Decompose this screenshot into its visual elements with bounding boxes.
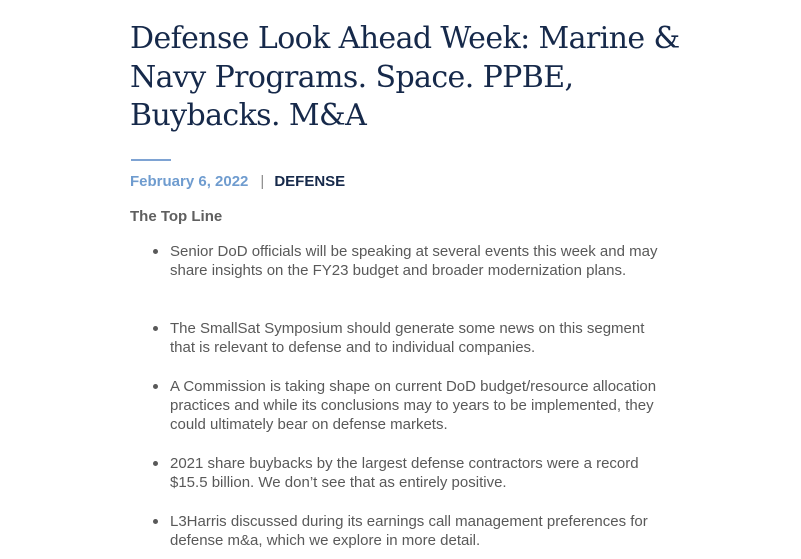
bullet-text: Senior DoD officials will be speaking at several events this week and may share insights on the FY23 budget and broader modernization plans. xyxy=(170,243,658,279)
bullet-icon xyxy=(153,326,158,331)
article-meta xyxy=(130,172,345,192)
bullet-icon xyxy=(153,249,158,254)
title-divider xyxy=(131,159,171,161)
bullet-text: The SmallSat Symposium should generate some news on this segment that is relevant to defense and to individual companies. xyxy=(170,320,645,356)
bullet-icon xyxy=(153,461,158,466)
bullet-text: 2021 share buybacks by the largest defense contractors were a record $15.5 billion. We don’t see that as entirely positive. xyxy=(170,455,639,491)
section-heading: The Top Line xyxy=(130,208,223,225)
list-item xyxy=(170,377,670,434)
bullet-text: A Commission is taking shape on current DoD budget/resource allocation practices and while its conclusions may to years to be implemented, they could ultimately bear on defense markets. xyxy=(170,378,657,433)
bullet-icon xyxy=(153,384,158,389)
publish-date: February 6, 2022 xyxy=(130,173,249,190)
article-title: Defense Look Ahead Week: Marine & Navy Programs. Space. PPBE, Buybacks. M&A xyxy=(130,21,680,133)
bullet-icon xyxy=(153,519,158,524)
meta-separator: | xyxy=(260,173,265,190)
list-item xyxy=(170,512,670,550)
category-link[interactable]: DEFENSE xyxy=(274,173,346,190)
bullet-text: L3Harris discussed during its earnings call management preferences for defense m&a, which we explore in more detail. xyxy=(170,513,648,549)
list-item xyxy=(170,242,670,280)
list-item xyxy=(170,454,670,492)
list-item xyxy=(170,319,670,357)
